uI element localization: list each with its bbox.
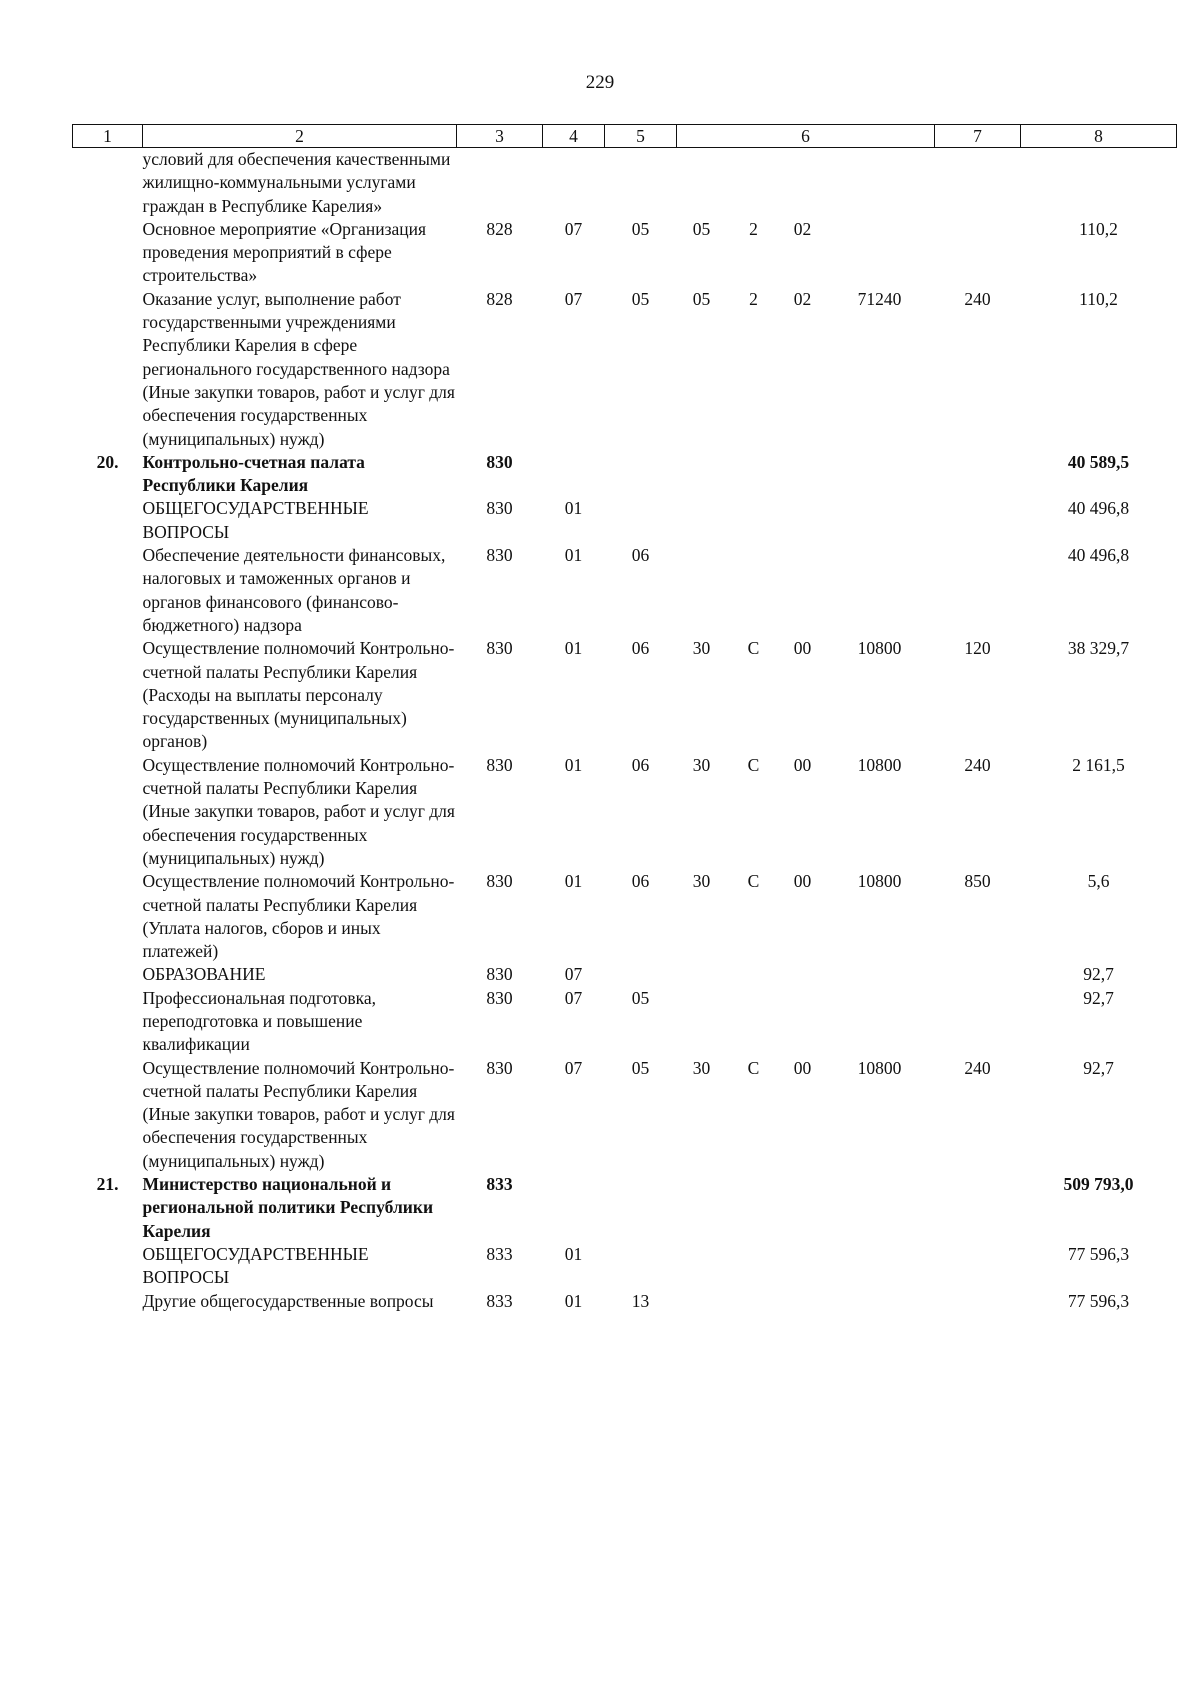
code-direction bbox=[825, 963, 935, 986]
code-section: 01 bbox=[564, 871, 583, 892]
header-col-5: 5 bbox=[605, 125, 677, 148]
row-number bbox=[73, 870, 143, 963]
row-name: Профессиональная подготовка, переподготовка и повышение квалификации bbox=[142, 987, 376, 1055]
table-row bbox=[73, 987, 1177, 1057]
code-program bbox=[677, 148, 727, 218]
row-name: Министерство национальной и региональной политики Республики Карелия bbox=[142, 1174, 434, 1241]
code-direction: 10800 bbox=[857, 754, 902, 775]
code-section: 01 bbox=[564, 1243, 583, 1264]
row-amount: 40 496,8 bbox=[1067, 498, 1130, 519]
code-program bbox=[677, 1243, 727, 1290]
row-number bbox=[73, 1057, 143, 1173]
code-activity bbox=[781, 1290, 825, 1313]
code-direction bbox=[825, 987, 935, 1057]
code-direction bbox=[825, 1290, 935, 1313]
row-name: Осуществление полномочий Контрольно-счетной палаты Республики Карелия (Уплата налогов, сборов и иных платежей) bbox=[142, 871, 455, 962]
table-row bbox=[73, 1243, 1177, 1290]
code-direction bbox=[825, 544, 935, 637]
code-department: 830 bbox=[486, 964, 513, 985]
code-expense-type bbox=[935, 218, 1021, 288]
code-subsection: 05 bbox=[631, 1057, 650, 1078]
code-subprogram bbox=[727, 1290, 781, 1313]
code-expense-type: 850 bbox=[964, 871, 991, 892]
code-expense-type bbox=[935, 544, 1021, 637]
code-program: 30 bbox=[692, 871, 711, 892]
header-col-4: 4 bbox=[543, 125, 605, 148]
table-row bbox=[73, 544, 1177, 637]
code-program: 30 bbox=[692, 1057, 711, 1078]
code-program: 05 bbox=[692, 288, 711, 309]
code-program bbox=[677, 544, 727, 637]
row-amount: 92,7 bbox=[1083, 987, 1114, 1008]
row-amount: 38 329,7 bbox=[1067, 638, 1130, 659]
row-number bbox=[73, 218, 143, 288]
row-amount: 40 496,8 bbox=[1067, 545, 1130, 566]
code-subsection bbox=[605, 963, 677, 986]
code-subsection: 06 bbox=[631, 754, 650, 775]
code-department: 828 bbox=[486, 288, 513, 309]
header-col-1: 1 bbox=[73, 125, 143, 148]
code-activity bbox=[781, 544, 825, 637]
code-subprogram bbox=[727, 148, 781, 218]
code-activity bbox=[781, 497, 825, 544]
code-department: 830 bbox=[486, 987, 513, 1008]
row-name: Осуществление полномочий Контрольно-счетной палаты Республики Карелия (Иные закупки товаров, работ и услуг для обеспечения государственных (муниципальных) нужд) bbox=[142, 1057, 455, 1171]
code-expense-type bbox=[935, 987, 1021, 1057]
code-activity bbox=[781, 963, 825, 986]
table-row bbox=[73, 754, 1177, 870]
table-row bbox=[73, 1290, 1177, 1313]
code-subprogram: С bbox=[747, 1057, 760, 1078]
code-program: 05 bbox=[692, 218, 711, 239]
row-number bbox=[73, 288, 143, 451]
code-program bbox=[677, 1173, 727, 1243]
code-department: 830 bbox=[486, 871, 513, 892]
table-row bbox=[73, 963, 1177, 986]
code-direction bbox=[825, 1173, 935, 1243]
code-section bbox=[543, 451, 605, 498]
code-subsection bbox=[605, 451, 677, 498]
code-activity bbox=[781, 987, 825, 1057]
code-subsection bbox=[605, 1173, 677, 1243]
row-number: 20. bbox=[96, 451, 119, 472]
budget-table bbox=[72, 124, 1177, 1313]
code-expense-type bbox=[935, 1290, 1021, 1313]
row-amount: 77 596,3 bbox=[1067, 1243, 1130, 1264]
code-department: 833 bbox=[486, 1243, 513, 1264]
code-activity bbox=[781, 1243, 825, 1290]
row-amount: 2 161,5 bbox=[1072, 754, 1125, 775]
table-row bbox=[73, 497, 1177, 544]
row-name: Контрольно-счетная палата Республики Карелия bbox=[142, 451, 365, 496]
code-subprogram bbox=[727, 1243, 781, 1290]
code-section: 01 bbox=[564, 1290, 583, 1311]
code-department bbox=[457, 148, 543, 218]
code-activity: 00 bbox=[793, 638, 812, 659]
code-subsection: 06 bbox=[631, 545, 650, 566]
row-number bbox=[73, 754, 143, 870]
row-amount: 40 589,5 bbox=[1067, 451, 1130, 472]
code-section: 01 bbox=[564, 545, 583, 566]
code-section bbox=[543, 1173, 605, 1243]
header-col-7: 7 bbox=[935, 125, 1021, 148]
table-row bbox=[73, 148, 1177, 218]
code-section: 01 bbox=[564, 638, 583, 659]
code-subsection: 06 bbox=[631, 638, 650, 659]
row-amount: 77 596,3 bbox=[1067, 1290, 1130, 1311]
code-direction: 71240 bbox=[857, 288, 902, 309]
code-program bbox=[677, 1290, 727, 1313]
code-activity: 00 bbox=[793, 1057, 812, 1078]
row-number bbox=[73, 544, 143, 637]
code-department: 830 bbox=[486, 498, 513, 519]
code-expense-type bbox=[935, 148, 1021, 218]
code-activity bbox=[781, 451, 825, 498]
code-activity: 02 bbox=[793, 218, 812, 239]
row-amount: 5,6 bbox=[1087, 871, 1110, 892]
code-subprogram bbox=[727, 963, 781, 986]
row-name: ОБЩЕГОСУДАРСТВЕННЫЕ ВОПРОСЫ bbox=[142, 498, 369, 542]
table-row bbox=[73, 1173, 1177, 1243]
row-name: Осуществление полномочий Контрольно-счетной палаты Республики Карелия (Иные закупки товаров, работ и услуг для обеспечения государственных (муниципальных) нужд) bbox=[142, 754, 455, 868]
row-number bbox=[73, 963, 143, 986]
row-name: Основное мероприятие «Организация проведения мероприятий в сфере строительства» bbox=[142, 218, 427, 286]
code-section: 01 bbox=[564, 754, 583, 775]
code-direction: 10800 bbox=[857, 871, 902, 892]
code-activity: 02 bbox=[793, 288, 812, 309]
code-subsection bbox=[605, 148, 677, 218]
code-expense-type bbox=[935, 1243, 1021, 1290]
row-amount: 509 793,0 bbox=[1063, 1174, 1134, 1195]
code-subsection bbox=[605, 497, 677, 544]
code-subprogram: С bbox=[747, 754, 760, 775]
code-subprogram: С bbox=[747, 638, 760, 659]
row-name: Осуществление полномочий Контрольно-счетной палаты Республики Карелия (Расходы на выплаты персоналу государственных (муниципальных) органов) bbox=[142, 638, 455, 752]
code-department: 830 bbox=[486, 545, 513, 566]
code-section: 07 bbox=[564, 288, 583, 309]
code-expense-type: 240 bbox=[964, 1057, 991, 1078]
code-subsection: 06 bbox=[631, 871, 650, 892]
row-number bbox=[73, 497, 143, 544]
table-row bbox=[73, 218, 1177, 288]
code-program bbox=[677, 451, 727, 498]
code-subprogram: 2 bbox=[749, 218, 758, 239]
row-amount: 92,7 bbox=[1083, 964, 1114, 985]
code-subsection bbox=[605, 1243, 677, 1290]
code-section: 01 bbox=[564, 498, 583, 519]
code-expense-type bbox=[935, 963, 1021, 986]
code-direction: 10800 bbox=[857, 1057, 902, 1078]
table-row bbox=[73, 288, 1177, 451]
code-department: 833 bbox=[486, 1290, 513, 1311]
code-department: 833 bbox=[486, 1174, 513, 1195]
code-direction bbox=[825, 148, 935, 218]
code-subprogram: С bbox=[747, 871, 760, 892]
code-subprogram: 2 bbox=[749, 288, 758, 309]
code-section bbox=[543, 148, 605, 218]
code-direction bbox=[825, 1243, 935, 1290]
row-name: Обеспечение деятельности финансовых, налоговых и таможенных органов и органов финансового (финансово-бюджетного) надзора bbox=[142, 545, 446, 635]
row-amount: 110,2 bbox=[1079, 218, 1118, 239]
header-col-8: 8 bbox=[1021, 125, 1177, 148]
table-row bbox=[73, 637, 1177, 753]
code-program: 30 bbox=[692, 638, 711, 659]
code-direction bbox=[825, 451, 935, 498]
row-number bbox=[73, 148, 143, 218]
code-department: 828 bbox=[486, 218, 513, 239]
row-number: 21. bbox=[96, 1174, 119, 1195]
row-name: Другие общегосударственные вопросы bbox=[142, 1290, 434, 1311]
code-activity bbox=[781, 148, 825, 218]
code-activity: 00 bbox=[793, 754, 812, 775]
code-subsection: 05 bbox=[631, 987, 650, 1008]
code-program: 30 bbox=[692, 754, 711, 775]
code-subprogram bbox=[727, 1173, 781, 1243]
row-name: Оказание услуг, выполнение работ государственными учреждениями Республики Карелия в сфере регионального государственного надзора (Иные закупки товаров, работ и услуг для обеспечения государственных (муниципальных) нужд) bbox=[142, 288, 455, 449]
code-program bbox=[677, 497, 727, 544]
code-section: 07 bbox=[564, 1057, 583, 1078]
code-subprogram bbox=[727, 451, 781, 498]
row-amount bbox=[1021, 148, 1177, 218]
header-col-2: 2 bbox=[143, 125, 457, 148]
code-subsection: 13 bbox=[631, 1290, 650, 1311]
header-col-6: 6 bbox=[677, 125, 935, 148]
row-name: ОБЩЕГОСУДАРСТВЕННЫЕ ВОПРОСЫ bbox=[142, 1243, 369, 1288]
row-name: условий для обеспечения качественными жилищно-коммунальными услугами граждан в Республике Карелия» bbox=[142, 149, 451, 216]
row-number bbox=[73, 987, 143, 1057]
row-number bbox=[73, 1243, 143, 1290]
code-subprogram bbox=[727, 544, 781, 637]
code-direction bbox=[825, 218, 935, 288]
row-number bbox=[73, 637, 143, 753]
code-expense-type: 240 bbox=[964, 754, 991, 775]
table-row bbox=[73, 451, 1177, 498]
row-name: ОБРАЗОВАНИЕ bbox=[142, 964, 266, 985]
code-subsection: 05 bbox=[631, 218, 650, 239]
code-activity: 00 bbox=[793, 871, 812, 892]
code-expense-type bbox=[935, 1173, 1021, 1243]
table-row bbox=[73, 870, 1177, 963]
code-expense-type: 120 bbox=[964, 638, 991, 659]
header-col-3: 3 bbox=[457, 125, 543, 148]
row-number bbox=[73, 1290, 143, 1313]
code-section: 07 bbox=[564, 964, 583, 985]
code-program bbox=[677, 987, 727, 1057]
page-number: 229 bbox=[585, 72, 615, 93]
code-subsection: 05 bbox=[631, 288, 650, 309]
code-program bbox=[677, 963, 727, 986]
code-department: 830 bbox=[486, 451, 513, 472]
code-expense-type bbox=[935, 451, 1021, 498]
row-amount: 92,7 bbox=[1083, 1057, 1114, 1078]
code-department: 830 bbox=[486, 1057, 513, 1078]
code-expense-type: 240 bbox=[964, 288, 991, 309]
code-subprogram bbox=[727, 987, 781, 1057]
code-activity bbox=[781, 1173, 825, 1243]
code-department: 830 bbox=[486, 754, 513, 775]
code-direction: 10800 bbox=[857, 638, 902, 659]
code-subprogram bbox=[727, 497, 781, 544]
row-amount: 110,2 bbox=[1079, 288, 1118, 309]
table-body bbox=[73, 148, 1177, 1313]
code-expense-type bbox=[935, 497, 1021, 544]
code-department: 830 bbox=[486, 638, 513, 659]
code-section: 07 bbox=[564, 987, 583, 1008]
table-header-row bbox=[73, 125, 1177, 148]
table-row bbox=[73, 1057, 1177, 1173]
code-direction bbox=[825, 497, 935, 544]
code-section: 07 bbox=[564, 218, 583, 239]
